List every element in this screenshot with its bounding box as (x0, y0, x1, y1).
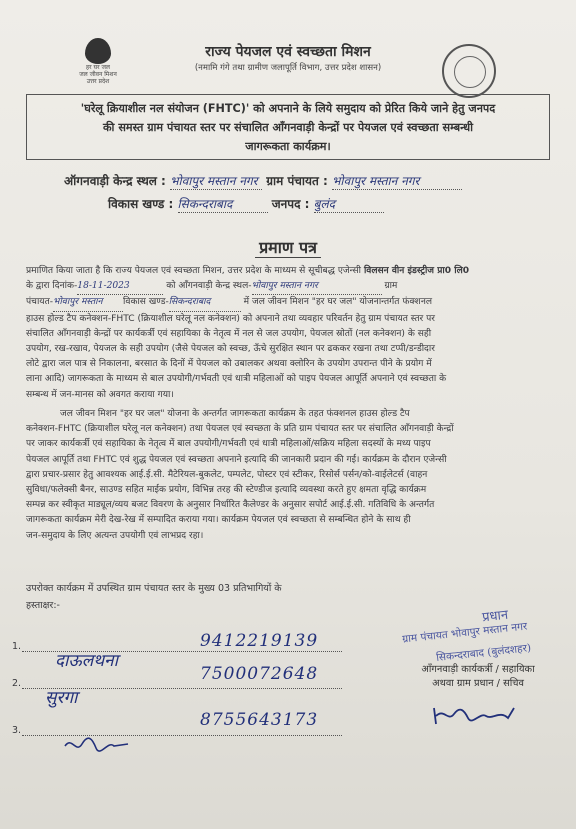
p1-center-value: भोवापुर मस्तान नगर (252, 279, 382, 295)
p2-line-7: सम्पन्न कर स्वीकृत माड्यूल/व्यय बजट विवरण के अनुसार निर्धारित कैलेण्डर के अनुसार सपोर्ट आई.ई.सी. गतिविधि के अन्तर्गत (26, 500, 435, 511)
participant-3-phone: 8755643173 (200, 710, 319, 730)
p1-line-7: लोटे द्वारा जल पात्र से निकालना, बरसात के दिनों में पेयजल को उबालकर अथवा क्लोरिन के उपयोग उपरान्त पीने के प्रयोग में (26, 359, 432, 370)
p2-line-2: कनेक्शन-FHTC (क्रियाशील घरेलू नल कनेक्शन) तथा पेयजल एवं स्वच्छता के प्रति ग्राम पंचायत स्तर पर संचालित आँगनवाड़ी केन्द्रों (26, 424, 454, 435)
program-title-box (26, 94, 550, 160)
stamp-line-2: ग्राम पंचायत भोवापुर मस्तान नगर (401, 620, 528, 646)
p1-l2-text-b: को आँगनवाड़ी केन्द्र स्थल- (166, 281, 252, 292)
p1-line-9: सम्बन्ध में जन-मानस को अवगत कराया गया। (26, 389, 174, 400)
p1-line-5: संचालित आँगनवाड़ी केन्द्रों पर कार्यकर्त्री एवं सहायिका के नेतृत्व में नल से जल उपयोग, पेयजल स्रोतों (नल कनेक्शन) के सही (26, 328, 432, 339)
p2-line-6: सुविधा/फलेक्सी बैनर, साउण्ड सहित माईक प्रयोग, विभिन्न तरह की स्टेण्डीज इत्यादि व्यवस्था करते हुए क्षमता वृद्धि कार्यक्रम (26, 485, 427, 496)
p1-line-1 (26, 264, 556, 279)
signatory-caption (398, 663, 558, 691)
p2-line-8: जागरूकता कार्यक्रम मेरी देख-रेख में सम्पादित कराया गया। कार्यक्रम पेयजल एवं स्वच्छता से सम्बन्धित होने के साथ ही (26, 515, 411, 526)
center-value: भोवापुर मस्तान नगर (170, 172, 262, 190)
pradhan-signature (430, 700, 530, 730)
participant-number-1: 1. (12, 641, 22, 652)
box-line-2: की समस्त ग्राम पंचायत स्तर पर संचालित आँगनवाड़ी केन्द्रों पर पेयजल एवं स्वच्छता सम्बन्धी (102, 121, 474, 134)
p1-l3-text-c: में जल जीवन मिशन "हर घर जल" योजनान्तर्गत फंक्शनल (243, 297, 433, 308)
box-line-1: 'घरेलू क्रियाशील नल संयोजन (FHTC)' को अपनाने के लिये समुदाय को प्रेरित किये जाने हेतु जनपद (80, 102, 496, 115)
panchayat-label: ग्राम पंचायत : (266, 174, 328, 188)
block-label: विकास खण्ड : (108, 197, 174, 211)
agency-name: विलसन वीन इंडस्ट्रीज प्रा0 लि0 (363, 266, 470, 276)
p2-line-9: जन-समुदाय के लिए अत्यन्त उपयोगी एवं लाभप्रद रहा। (26, 530, 204, 541)
p2-line-1: जल जीवन मिशन "हर घर जल" योजना के अन्तर्गत जागरूकता कार्यक्रम के तहत फंक्शनल हाउस होल्ड टैप (60, 409, 410, 419)
logo-caption-2: जल जीवन मिशन (79, 71, 117, 78)
paragraph-2 (26, 407, 556, 544)
p1-l3-text-a: पंचायत- (26, 297, 54, 308)
p1-line-4: हाउस होल्ड टैप कनेक्शन-FHTC (क्रियाशील घरेलू नल कनेक्शन) को अपनाने तथा व्यवहार परिवर्तन हेतु ग्राम पंचायत स्तर पर (26, 313, 436, 324)
signatory-line-1: आँगनवाड़ी कार्यकर्त्री / सहायिका (421, 664, 535, 675)
signatory-line-2: अथवा ग्राम प्रधान / सचिव (432, 678, 524, 689)
stamp-line-1: प्रधान (481, 607, 509, 626)
participant-2-phone: 7500072648 (200, 664, 319, 684)
participant-2-name: सुरगा (45, 688, 78, 708)
paragraph-1 (26, 264, 556, 403)
logo-caption-1: हर घर जल (86, 64, 110, 71)
participant-1-phone: 9412219139 (200, 631, 319, 651)
p1-line-2 (26, 279, 556, 295)
logo-caption-3: उत्तर प्रदेश (86, 78, 110, 85)
p1-l2-text-a: के द्वारा दिनांक- (26, 281, 78, 292)
header-title: राज्य पेयजल एवं स्वच्छता मिशन (205, 44, 371, 60)
p1-line-8: लाना आदि) जागरूकता के माध्यम से बाल उपयोगी/गर्भवती एवं धात्री महिलाओं को पाइप पेयजल आपूर्ति अपनाने एवं स्वच्छता के (26, 374, 447, 385)
participants-intro: उपरोक्त कार्यक्रम में उपस्थित ग्राम पंचायत स्तर के मुख्य 03 प्रतिभागियों के (26, 583, 282, 594)
participant-3-signature (62, 734, 132, 756)
p1-line-3 (26, 295, 556, 311)
heading-text: प्रमाण पत्र (255, 238, 321, 258)
p1-panchayat-value: भोवापुर मस्तान (53, 295, 123, 311)
program-date: 18-11-2023 (77, 279, 163, 295)
p1-l1-text: प्रमाणित किया जाता है कि राज्य पेयजल एवं स्वच्छता मिशन, उत्तर प्रदेश के माध्यम से सूचीबद्ध एजेन्सी (26, 266, 364, 276)
p2-line-5: द्वारा प्रचार-प्रसार हेतु आवश्यक आई.ई.सी. मैटेरियल-बुकलेट, पम्पलेट, पोस्टर एवं स्टीकर, रिसोर्स पर्सन/को-वाईलेटर्स (वाहन (26, 469, 428, 480)
p1-l3-text-b: विकास खण्ड- (123, 297, 169, 308)
block-value: सिकन्दराबाद (178, 195, 268, 213)
p1-block-value: सिकन्दराबाद (169, 295, 241, 311)
center-label: ऑगनवाड़ी केन्द्र स्थल : (64, 174, 166, 188)
district-value: बुलंद (314, 195, 384, 213)
district-label: जनपद : (271, 197, 310, 211)
block-field (108, 195, 384, 213)
certificate-heading (0, 236, 576, 258)
p2-line-4: पेयजल आपूर्ति तथा FHTC एवं शुद्ध पेयजल एवं स्वच्छता अपनाने इत्यादि की जानकारी प्रदान की गई। कार्यक्रम के दौरान एजेन्सी (26, 454, 447, 465)
up-government-emblem (442, 44, 496, 98)
panchayat-value: भोवापुर मस्तान नगर (332, 172, 462, 190)
box-line-3: जागरूकता कार्यक्रम। (245, 140, 331, 153)
participant-number-2: 2. (12, 678, 22, 689)
emblem-inner-icon (454, 56, 486, 88)
stamp-line-3: सिकन्दराबाद (बुलंदशहर) (435, 642, 532, 664)
participant-1-name: दाऊलथना (55, 651, 119, 671)
signature-label: हस्ताक्षर:- (26, 600, 60, 611)
p1-l2-text-c: ग्राम (384, 281, 398, 292)
p1-line-6: उपयोग, रख-रखाव, पेयजल के सही उपयोग (जैसे पेयजल को स्वच्छ, ऊँचे सुरक्षित स्थान पर ढककर रखना तथा टप्पी/डन्डीदार (26, 344, 435, 355)
center-field (64, 172, 462, 190)
header-subtitle: (नमामि गंगे तथा ग्रामीण जलापूर्ति विभाग, उत्तर प्रदेश शासन) (194, 63, 382, 73)
participant-number-3: 3. (12, 725, 22, 736)
p2-line-3: पर जाकर कार्यकर्त्री एवं सहायिका के नेतृत्व में बाल उपयोगी/गर्भवती एवं धात्री महिलाओं/सक्रिय महिला सदस्यों के मध्य पाइप (26, 439, 431, 450)
